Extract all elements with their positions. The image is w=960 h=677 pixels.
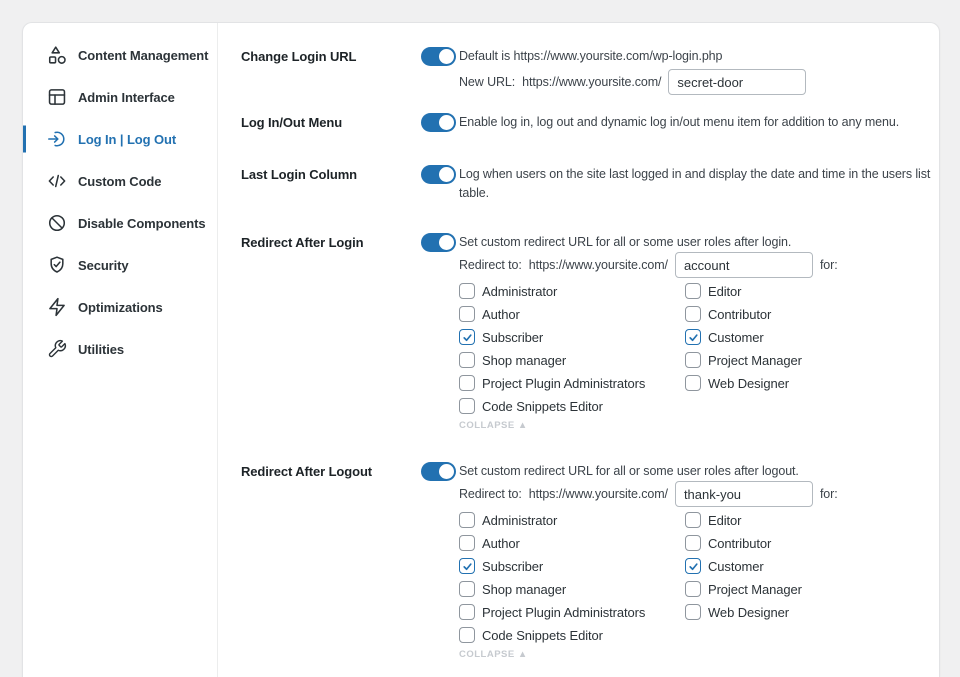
- setting-label: Redirect After Logout: [241, 464, 373, 479]
- redirect-after-login-toggle[interactable]: [421, 233, 456, 252]
- sidebar-item-admin-interface[interactable]: [23, 76, 217, 118]
- lightning-icon: [47, 297, 67, 317]
- layout-icon: [47, 87, 67, 107]
- role-checkbox-item[interactable]: [459, 283, 685, 299]
- last-login-column-toggle[interactable]: [421, 165, 456, 184]
- checkbox-icon[interactable]: [459, 329, 475, 345]
- setting-row-login-out-menu: [241, 113, 941, 153]
- setting-label: Last Login Column: [241, 167, 358, 182]
- setting-description: Set custom redirect URL for all or some user roles after logout.: [459, 464, 799, 478]
- role-checkbox-item[interactable]: [685, 306, 802, 322]
- shield-check-icon: [47, 255, 67, 275]
- role-checkbox-item[interactable]: [459, 558, 685, 574]
- role-label: Editor: [708, 283, 742, 299]
- checkbox-icon[interactable]: [459, 375, 475, 391]
- role-label: Shop manager: [482, 352, 567, 368]
- for-label: for:: [819, 487, 838, 501]
- sidebar-item-content-management[interactable]: [23, 34, 217, 76]
- url-prefix: https://www.yoursite.com/: [528, 487, 668, 501]
- role-label: Author: [482, 306, 520, 322]
- url-prefix: https://www.yoursite.com/: [522, 75, 662, 89]
- url-prefix: https://www.yoursite.com/: [528, 258, 668, 272]
- login-redirect-input[interactable]: [675, 252, 813, 278]
- checkbox-icon[interactable]: [459, 581, 475, 597]
- sidebar-item-login-logout[interactable]: [23, 118, 217, 160]
- checkbox-icon[interactable]: [685, 306, 701, 322]
- role-checkbox-item[interactable]: [685, 375, 802, 391]
- login-roles-list: [459, 283, 802, 414]
- setting-label: Log In/Out Menu: [241, 115, 343, 130]
- sidebar-item-custom-code[interactable]: [23, 160, 217, 202]
- role-checkbox-item[interactable]: [459, 535, 685, 551]
- logout-redirect-input[interactable]: [675, 481, 813, 507]
- login-out-menu-toggle[interactable]: [421, 113, 456, 132]
- setting-row-last-login-column: [241, 165, 941, 213]
- checkbox-icon[interactable]: [459, 512, 475, 528]
- setting-description: Log when users on the site last logged in and display the date and time in the users list table.: [459, 167, 931, 200]
- checkbox-icon[interactable]: [459, 627, 475, 643]
- sidebar-item-label: Utilities: [78, 341, 125, 357]
- setting-row-redirect-after-logout: [241, 462, 941, 672]
- role-checkbox-item[interactable]: [459, 375, 685, 391]
- role-label: Contributor: [708, 306, 772, 322]
- checkbox-icon[interactable]: [685, 352, 701, 368]
- redirect-to-label: Redirect to:: [459, 487, 522, 501]
- role-label: Administrator: [482, 283, 558, 299]
- role-checkbox-item[interactable]: [685, 283, 802, 299]
- redirect-to-label: Redirect to:: [459, 258, 522, 272]
- sidebar-item-label: Custom Code: [78, 173, 162, 189]
- role-checkbox-item[interactable]: [459, 306, 685, 322]
- login-icon: [47, 129, 67, 149]
- checkbox-icon[interactable]: [459, 535, 475, 551]
- role-label: Code Snippets Editor: [482, 398, 603, 414]
- role-checkbox-item[interactable]: [459, 352, 685, 368]
- redirect-url-line: [459, 253, 838, 277]
- role-checkbox-item[interactable]: [459, 512, 685, 528]
- checkbox-icon[interactable]: [459, 604, 475, 620]
- sidebar-item-label: Optimizations: [78, 299, 163, 315]
- setting-description: Set custom redirect URL for all or some user roles after login.: [459, 235, 792, 249]
- logout-roles-list: [459, 512, 802, 643]
- checkbox-icon[interactable]: [685, 512, 701, 528]
- role-label: Project Manager: [708, 352, 802, 368]
- sidebar-item-label: Content Management: [78, 47, 209, 63]
- role-label: Customer: [708, 558, 764, 574]
- collapse-link[interactable]: COLLAPSE ▲: [459, 649, 528, 660]
- for-label: for:: [819, 258, 838, 272]
- role-label: Author: [482, 535, 520, 551]
- role-checkbox-item[interactable]: [459, 627, 685, 643]
- checkbox-icon[interactable]: [685, 375, 701, 391]
- role-label: Subscriber: [482, 558, 544, 574]
- checkbox-icon[interactable]: [685, 558, 701, 574]
- setting-label: Change Login URL: [241, 49, 357, 64]
- setting-description: Enable log in, log out and dynamic log in/out menu item for addition to any menu.: [459, 115, 900, 129]
- checkbox-icon[interactable]: [685, 329, 701, 345]
- setting-description: Default is https://www.yoursite.com/wp-login.php: [459, 49, 723, 63]
- sidebar-item-optimizations[interactable]: [23, 286, 217, 328]
- sidebar-item-utilities[interactable]: [23, 328, 217, 370]
- role-checkbox-item[interactable]: [685, 329, 802, 345]
- sidebar-item-security[interactable]: [23, 244, 217, 286]
- role-label: Editor: [708, 512, 742, 528]
- role-checkbox-item[interactable]: [685, 535, 802, 551]
- change-login-url-toggle[interactable]: [421, 47, 456, 66]
- role-label: Customer: [708, 329, 764, 345]
- role-label: Administrator: [482, 512, 558, 528]
- collapse-link[interactable]: COLLAPSE ▲: [459, 420, 528, 431]
- redirect-url-line: [459, 482, 838, 506]
- role-label: Web Designer: [708, 604, 789, 620]
- role-label: Contributor: [708, 535, 772, 551]
- checkbox-icon[interactable]: [685, 604, 701, 620]
- new-url-label: New URL:: [459, 75, 516, 89]
- role-label: Project Plugin Administrators: [482, 375, 646, 391]
- sidebar-item-disable-components[interactable]: [23, 202, 217, 244]
- setting-row-change-login-url: [241, 47, 941, 117]
- shapes-icon: [47, 45, 67, 65]
- role-label: Project Manager: [708, 581, 802, 597]
- role-label: Web Designer: [708, 375, 789, 391]
- setting-row-redirect-after-login: [241, 233, 941, 443]
- tools-icon: [47, 339, 67, 359]
- login-slug-input[interactable]: [668, 69, 806, 95]
- role-checkbox-item[interactable]: [459, 604, 685, 620]
- role-checkbox-item[interactable]: [685, 581, 802, 597]
- setting-label: Redirect After Login: [241, 235, 364, 250]
- checkbox-icon[interactable]: [459, 398, 475, 414]
- role-label: Subscriber: [482, 329, 544, 345]
- checkbox-icon[interactable]: [459, 283, 475, 299]
- code-icon: [47, 171, 67, 191]
- checkbox-icon[interactable]: [685, 581, 701, 597]
- ban-icon: [47, 213, 67, 233]
- sidebar-item-label: Disable Components: [78, 215, 206, 231]
- sidebar-item-label: Security: [78, 257, 129, 273]
- role-checkbox-item[interactable]: [459, 398, 685, 414]
- sidebar-item-label: Log In | Log Out: [78, 131, 177, 147]
- checkbox-icon[interactable]: [459, 558, 475, 574]
- checkbox-icon[interactable]: [459, 352, 475, 368]
- checkbox-icon[interactable]: [685, 283, 701, 299]
- role-checkbox-item[interactable]: [685, 558, 802, 574]
- role-label: Shop manager: [482, 581, 567, 597]
- new-url-line: [459, 70, 806, 94]
- role-checkbox-item[interactable]: [685, 352, 802, 368]
- role-checkbox-item[interactable]: [685, 604, 802, 620]
- role-checkbox-item[interactable]: [685, 512, 802, 528]
- checkbox-icon[interactable]: [459, 306, 475, 322]
- settings-card: [22, 22, 940, 677]
- role-checkbox-item[interactable]: [459, 329, 685, 345]
- role-label: Project Plugin Administrators: [482, 604, 646, 620]
- role-checkbox-item[interactable]: [459, 581, 685, 597]
- checkbox-icon[interactable]: [685, 535, 701, 551]
- sidebar-item-label: Admin Interface: [78, 89, 175, 105]
- redirect-after-logout-toggle[interactable]: [421, 462, 456, 481]
- settings-sidebar: [23, 23, 218, 677]
- role-label: Code Snippets Editor: [482, 627, 603, 643]
